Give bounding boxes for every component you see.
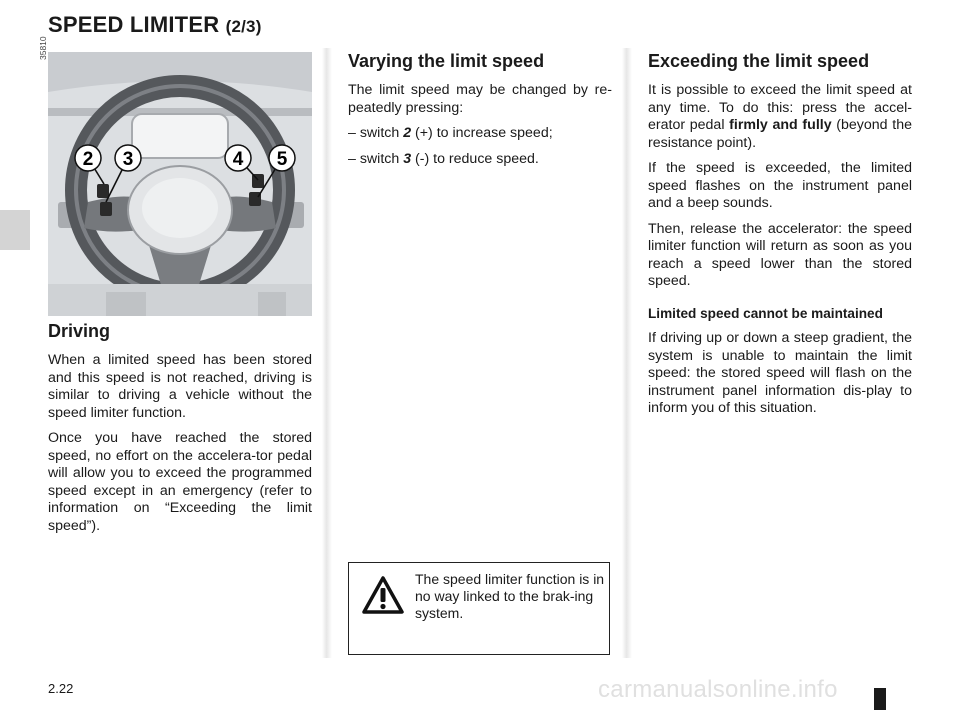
varying-intro: The limit speed may be changed by re-peatedly pressing: bbox=[348, 82, 612, 116]
switch-number: 2 bbox=[403, 125, 412, 141]
callout-5 bbox=[269, 145, 295, 171]
switch-number: 3 bbox=[403, 150, 412, 167]
exceeding-subheading: Limited speed cannot be maintained bbox=[648, 305, 883, 321]
callout-label: 5 bbox=[276, 149, 288, 170]
column-divider bbox=[622, 48, 632, 658]
driving-paragraph-2: Once you have reached the stored speed, no effort on the accelera-tor pedal will allow you to exceed the programmed speed except in an emergency (refer to information on “Exceeding the limit speed”). bbox=[48, 430, 312, 534]
driving-section bbox=[48, 320, 312, 543]
varying-item-reduce bbox=[348, 151, 612, 169]
exceeding-section bbox=[648, 50, 912, 426]
varying-item-increase bbox=[348, 125, 612, 143]
callout-2 bbox=[75, 145, 101, 171]
callout-label: 4 bbox=[232, 149, 244, 170]
page-title bbox=[48, 12, 262, 38]
watermark: carmanualsonline.info bbox=[598, 676, 838, 703]
item-prefix: – switch bbox=[348, 150, 404, 167]
p1-emphasis: firmly and fully bbox=[729, 117, 832, 133]
driving-paragraph-1: When a limited speed has been stored and this speed is not reached, driving is similar to driving a vehicle without the speed limiter function. bbox=[48, 352, 312, 421]
warning-box bbox=[348, 562, 610, 655]
page-corner-mark bbox=[874, 688, 886, 710]
column-divider bbox=[322, 48, 332, 658]
exceeding-paragraph-3: Then, release the accelerator: the speed limiter function will return as soon as you reach a speed lower than the stored speed. bbox=[648, 220, 912, 289]
warning-triangle-icon bbox=[361, 575, 405, 615]
driving-heading: Driving bbox=[48, 321, 111, 341]
title-text: SPEED LIMITER bbox=[48, 12, 220, 37]
item-suffix: (+) to increase speed; bbox=[411, 125, 553, 141]
p1-text-start: It is possible to exceed the limit speed at any time. To do this: press the accel-erator pedal bbox=[648, 82, 912, 133]
figure-code: 35810 bbox=[38, 36, 48, 60]
page-number: 2.22 bbox=[48, 681, 74, 696]
exceeding-paragraph-4: If driving up or down a steep gradient, the system is unable to maintain the limit speed: the stored speed will flash on the instrument panel information dis-play to inform you of this situation. bbox=[648, 330, 912, 416]
steering-wheel-illustration bbox=[48, 52, 312, 316]
steering-wheel-drawing bbox=[48, 52, 312, 316]
section-tab-marker bbox=[0, 210, 30, 250]
title-page-indicator: (2/3) bbox=[225, 17, 262, 36]
item-prefix: – switch bbox=[348, 125, 404, 141]
warning-text: The speed limiter function is in no way linked to the brak-ing system. bbox=[415, 571, 605, 621]
exceeding-heading: Exceeding the limit speed bbox=[648, 51, 870, 71]
varying-heading: Varying the limit speed bbox=[348, 51, 545, 71]
p1-text-end: (beyond the resistance point). bbox=[648, 117, 912, 151]
callout-3 bbox=[115, 145, 141, 171]
exceeding-paragraph-1 bbox=[648, 82, 912, 152]
callout-label: 3 bbox=[122, 149, 134, 170]
item-suffix: (-) to reduce speed. bbox=[411, 150, 539, 167]
callout-4 bbox=[225, 145, 251, 171]
varying-section bbox=[348, 50, 612, 176]
callout-label: 2 bbox=[82, 149, 94, 170]
exceeding-paragraph-2: If the speed is exceeded, the limited speed flashes on the instrument panel and a beep sounds. bbox=[648, 160, 912, 211]
